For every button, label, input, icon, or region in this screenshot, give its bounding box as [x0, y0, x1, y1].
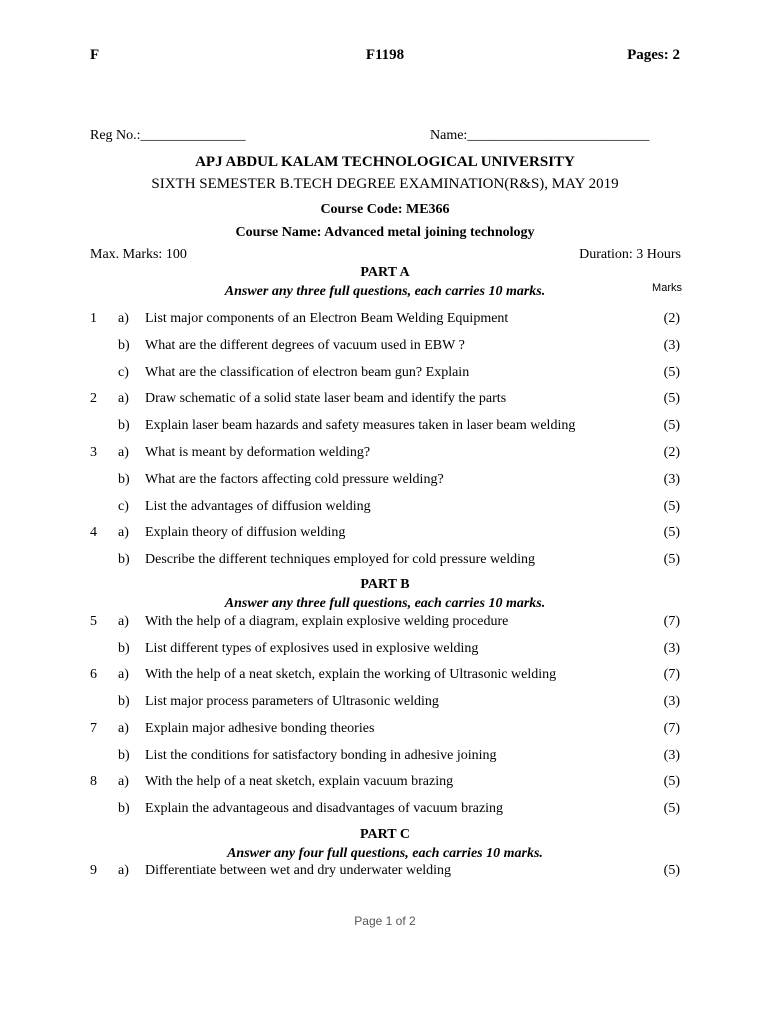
question-subpart: b) [118, 418, 130, 434]
question-text: Describe the different techniques employed for cold pressure welding [145, 552, 536, 568]
question-row [0, 552, 770, 572]
question-row [0, 499, 770, 519]
question-marks: (5) [663, 498, 680, 514]
question-number: 6 [90, 667, 97, 683]
question-text: Explain theory of diffusion welding [145, 525, 346, 541]
question-text: Explain major adhesive bonding theories [145, 720, 375, 736]
question-number: 4 [90, 525, 97, 541]
question-marks: (5) [663, 774, 680, 790]
question-subpart: a) [118, 720, 129, 736]
course-code: Course Code: ME366 [320, 202, 450, 217]
part-b-title: PART B [360, 577, 410, 592]
question-marks: (2) [663, 445, 680, 460]
question-marks: (5) [663, 800, 680, 816]
question-number: 2 [90, 391, 97, 407]
question-row [0, 365, 770, 385]
question-number: 9 [90, 863, 97, 878]
question-subpart: a) [118, 614, 129, 629]
question-subpart: b) [118, 800, 130, 816]
question-marks: (3) [663, 747, 680, 763]
question-text: What is meant by deformation welding? [145, 445, 371, 460]
question-row [0, 863, 770, 883]
question-number: 5 [90, 614, 97, 629]
question-row [0, 694, 770, 714]
question-marks: (5) [663, 863, 680, 878]
question-text: Draw schematic of a solid state laser beam and identify the parts [145, 391, 507, 407]
question-number: 7 [90, 720, 97, 736]
name-field: Name:__________________________ [430, 128, 650, 143]
question-row [0, 748, 770, 768]
question-text: List major process parameters of Ultrasonic welding [145, 694, 439, 710]
part-b-instruction: Answer any three full questions, each carries 10 marks. [224, 596, 546, 611]
question-marks: (7) [663, 667, 680, 683]
question-subpart: c) [118, 364, 129, 380]
question-text: Explain laser beam hazards and safety measures taken in laser beam welding [145, 418, 576, 434]
question-number: 8 [90, 774, 97, 790]
question-row [0, 641, 770, 661]
question-marks: (5) [663, 418, 680, 434]
question-marks: (2) [663, 311, 680, 326]
question-row [0, 525, 770, 545]
marks-heading: Marks [652, 282, 682, 294]
page-count: Pages: 2 [627, 47, 680, 63]
question-marks: (3) [663, 337, 680, 353]
part-a-title: PART A [360, 265, 410, 280]
question-row [0, 472, 770, 492]
part-a-instruction: Answer any three full questions, each carries 10 marks. [224, 284, 546, 299]
question-row [0, 391, 770, 411]
question-row [0, 801, 770, 821]
question-subpart: b) [118, 640, 130, 656]
header-left-code: F [90, 47, 100, 63]
question-row [0, 667, 770, 687]
question-marks: (7) [663, 720, 680, 736]
course-name: Course Name: Advanced metal joining technology [235, 225, 535, 240]
question-subpart: a) [118, 391, 129, 407]
question-text: List the advantages of diffusion welding [145, 498, 371, 514]
question-subpart: b) [118, 471, 130, 487]
question-marks: (5) [663, 552, 680, 568]
duration: Duration: 3 Hours [579, 247, 681, 262]
question-text: List different types of explosives used in explosive welding [145, 640, 479, 656]
question-subpart: c) [118, 498, 129, 514]
exam-title: SIXTH SEMESTER B.TECH DEGREE EXAMINATION(R&S), MAY 2019 [151, 176, 619, 192]
question-marks: (3) [663, 471, 680, 487]
question-row [0, 418, 770, 438]
question-text: What are the factors affecting cold pressure welding? [145, 471, 444, 487]
question-subpart: b) [118, 337, 130, 353]
question-text: List major components of an Electron Beam Welding Equipment [145, 311, 509, 326]
question-marks: (3) [663, 640, 680, 656]
question-text: Differentiate between wet and dry underwater welding [145, 863, 452, 878]
paper-code: F1198 [365, 47, 405, 63]
question-marks: (3) [663, 694, 680, 710]
question-row [0, 721, 770, 741]
part-c-title: PART C [360, 827, 410, 842]
question-subpart: a) [118, 863, 129, 878]
question-subpart: b) [118, 694, 130, 710]
question-marks: (5) [663, 525, 680, 541]
question-subpart: a) [118, 525, 129, 541]
part-c-instruction: Answer any four full questions, each carries 10 marks. [227, 846, 543, 861]
max-marks: Max. Marks: 100 [90, 247, 187, 262]
question-text: Explain the advantageous and disadvantages of vacuum brazing [145, 800, 504, 816]
question-text: With the help of a neat sketch, explain vacuum brazing [145, 774, 454, 790]
question-row [0, 614, 770, 634]
question-text: With the help of a neat sketch, explain the working of Ultrasonic welding [145, 667, 557, 683]
question-subpart: a) [118, 667, 129, 683]
question-marks: (7) [663, 614, 680, 629]
question-text: What are the different degrees of vacuum used in EBW ? [145, 337, 465, 353]
question-row [0, 774, 770, 794]
university-name: APJ ABDUL KALAM TECHNOLOGICAL UNIVERSITY [195, 154, 575, 170]
question-number: 1 [90, 311, 97, 326]
reg-no-field: Reg No.:_______________ [90, 128, 246, 143]
question-text: With the help of a diagram, explain explosive welding procedure [145, 614, 509, 629]
question-subpart: a) [118, 311, 129, 326]
question-marks: (5) [663, 391, 680, 407]
question-subpart: a) [118, 445, 129, 460]
page-footer: Page 1 of 2 [354, 914, 416, 928]
question-row [0, 338, 770, 358]
question-subpart: b) [118, 552, 130, 568]
question-subpart: a) [118, 774, 129, 790]
question-number: 3 [90, 445, 97, 460]
question-row [0, 445, 770, 465]
question-subpart: b) [118, 747, 130, 763]
question-row [0, 311, 770, 331]
question-marks: (5) [663, 364, 680, 380]
question-text: What are the classification of electron beam gun? Explain [145, 364, 470, 380]
question-text: List the conditions for satisfactory bonding in adhesive joining [145, 747, 497, 763]
